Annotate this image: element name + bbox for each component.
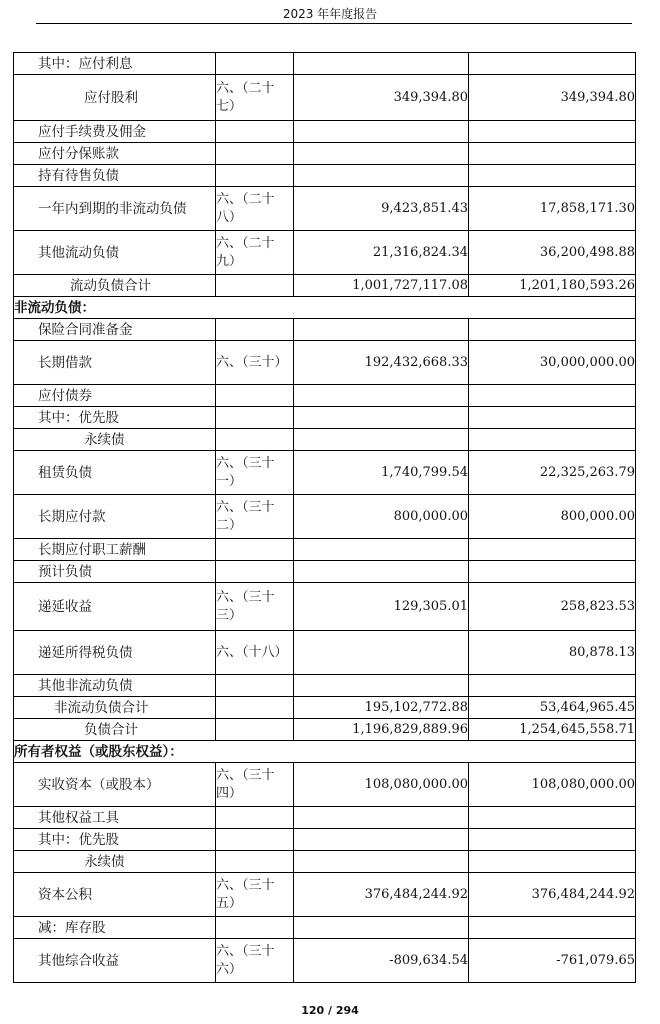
table-row xyxy=(14,697,636,719)
note-ref-cell: 六、（三十四） xyxy=(216,763,294,807)
note-ref-cell: 六、（二十七） xyxy=(216,75,294,121)
note-ref-cell xyxy=(216,429,294,451)
current-period-value: 1,740,799.54 xyxy=(294,451,469,495)
item-name-cell: 应付债券 xyxy=(14,385,216,407)
item-name-cell: 实收资本（或股本） xyxy=(14,763,216,807)
table-row xyxy=(14,165,636,187)
prior-period-value xyxy=(469,319,636,341)
note-ref-cell xyxy=(216,121,294,143)
prior-period-value xyxy=(469,851,636,873)
prior-period-value xyxy=(469,429,636,451)
item-name-cell: 减：库存股 xyxy=(14,917,216,939)
current-period-value: 9,423,851.43 xyxy=(294,187,469,231)
item-name-cell: 长期借款 xyxy=(14,341,216,385)
note-ref-cell xyxy=(216,165,294,187)
table-row xyxy=(14,187,636,231)
table-row xyxy=(14,829,636,851)
prior-period-value xyxy=(469,561,636,583)
current-period-value xyxy=(294,319,469,341)
item-name-cell: 其他权益工具 xyxy=(14,807,216,829)
item-name-cell: 一年内到期的非流动负债 xyxy=(14,187,216,231)
item-name-cell: 应付股利 xyxy=(14,75,216,121)
current-period-value xyxy=(294,385,469,407)
note-ref-cell xyxy=(216,319,294,341)
item-name-cell: 应付分保账款 xyxy=(14,143,216,165)
table-row xyxy=(14,939,636,983)
prior-period-value xyxy=(469,807,636,829)
table-row xyxy=(14,429,636,451)
table-row xyxy=(14,631,636,675)
note-ref-cell xyxy=(216,539,294,561)
item-name-cell: 递延收益 xyxy=(14,583,216,631)
note-ref-cell xyxy=(216,143,294,165)
prior-period-value: -761,079.65 xyxy=(469,939,636,983)
current-period-value: 129,305.01 xyxy=(294,583,469,631)
table-row xyxy=(14,561,636,583)
item-name-cell: 其他非流动负债 xyxy=(14,675,216,697)
item-name-cell: 其中：优先股 xyxy=(14,407,216,429)
current-period-value: 108,080,000.00 xyxy=(294,763,469,807)
item-name-cell: 其中：应付利息 xyxy=(14,53,216,75)
item-name-cell: 资本公积 xyxy=(14,873,216,917)
section-row xyxy=(14,741,636,763)
prior-period-value xyxy=(469,917,636,939)
balance-sheet-table xyxy=(13,52,636,983)
table-row xyxy=(14,719,636,741)
table-row xyxy=(14,231,636,275)
table-row xyxy=(14,917,636,939)
current-period-value: 800,000.00 xyxy=(294,495,469,539)
current-period-value xyxy=(294,631,469,675)
item-name-cell: 永续债 xyxy=(14,429,216,451)
prior-period-value xyxy=(469,675,636,697)
prior-period-value: 258,823.53 xyxy=(469,583,636,631)
current-period-value xyxy=(294,807,469,829)
note-ref-cell xyxy=(216,53,294,75)
note-ref-cell xyxy=(216,851,294,873)
item-name-cell: 租赁负债 xyxy=(14,451,216,495)
note-ref-cell xyxy=(216,917,294,939)
section-heading: 所有者权益（或股东权益）： xyxy=(14,741,636,763)
item-name-cell: 递延所得税负债 xyxy=(14,631,216,675)
table-row xyxy=(14,385,636,407)
item-name-cell: 其他综合收益 xyxy=(14,939,216,983)
current-period-value: 1,001,727,117.08 xyxy=(294,275,469,297)
table-row xyxy=(14,143,636,165)
table-row xyxy=(14,873,636,917)
current-period-value xyxy=(294,561,469,583)
note-ref-cell xyxy=(216,385,294,407)
note-ref-cell: 六、（二十八） xyxy=(216,187,294,231)
table-row xyxy=(14,75,636,121)
page-number: 120 / 294 xyxy=(301,1004,359,1017)
prior-period-value xyxy=(469,407,636,429)
current-period-value xyxy=(294,429,469,451)
current-period-value xyxy=(294,165,469,187)
prior-period-value: 108,080,000.00 xyxy=(469,763,636,807)
note-ref-cell: 六、（三十） xyxy=(216,341,294,385)
prior-period-value: 22,325,263.79 xyxy=(469,451,636,495)
current-period-value xyxy=(294,829,469,851)
prior-period-value xyxy=(469,143,636,165)
current-period-value: 349,394.80 xyxy=(294,75,469,121)
prior-period-value xyxy=(469,121,636,143)
current-period-value: -809,634.54 xyxy=(294,939,469,983)
current-period-value: 376,484,244.92 xyxy=(294,873,469,917)
item-name-cell: 非流动负债合计 xyxy=(14,697,216,719)
current-period-value: 192,432,668.33 xyxy=(294,341,469,385)
current-period-value xyxy=(294,539,469,561)
prior-period-value: 17,858,171.30 xyxy=(469,187,636,231)
note-ref-cell: 六、（三十二） xyxy=(216,495,294,539)
note-ref-cell: 六、（三十六） xyxy=(216,939,294,983)
table-row xyxy=(14,539,636,561)
prior-period-value: 36,200,498.88 xyxy=(469,231,636,275)
note-ref-cell xyxy=(216,719,294,741)
prior-period-value: 30,000,000.00 xyxy=(469,341,636,385)
prior-period-value: 53,464,965.45 xyxy=(469,697,636,719)
item-name-cell: 其他流动负债 xyxy=(14,231,216,275)
note-ref-cell xyxy=(216,275,294,297)
table-row xyxy=(14,121,636,143)
note-ref-cell: 六、（三十三） xyxy=(216,583,294,631)
table-row xyxy=(14,451,636,495)
note-ref-cell xyxy=(216,675,294,697)
prior-period-value: 80,878.13 xyxy=(469,631,636,675)
page-header: 2023 年年度报告 xyxy=(282,7,378,21)
table-row xyxy=(14,583,636,631)
prior-period-value: 376,484,244.92 xyxy=(469,873,636,917)
item-name-cell: 预计负债 xyxy=(14,561,216,583)
prior-period-value xyxy=(469,539,636,561)
current-period-value xyxy=(294,675,469,697)
note-ref-cell xyxy=(216,807,294,829)
item-name-cell: 保险合同准备金 xyxy=(14,319,216,341)
prior-period-value xyxy=(469,53,636,75)
prior-period-value: 1,254,645,558.71 xyxy=(469,719,636,741)
prior-period-value xyxy=(469,385,636,407)
current-period-value xyxy=(294,53,469,75)
section-row xyxy=(14,297,636,319)
item-name-cell: 持有待售负债 xyxy=(14,165,216,187)
prior-period-value: 349,394.80 xyxy=(469,75,636,121)
note-ref-cell xyxy=(216,697,294,719)
table-row xyxy=(14,275,636,297)
header-divider xyxy=(36,23,632,24)
table-row xyxy=(14,807,636,829)
note-ref-cell xyxy=(216,407,294,429)
note-ref-cell: 六、（二十九） xyxy=(216,231,294,275)
item-name-cell: 流动负债合计 xyxy=(14,275,216,297)
table-row xyxy=(14,407,636,429)
item-name-cell: 应付手续费及佣金 xyxy=(14,121,216,143)
prior-period-value: 1,201,180,593.26 xyxy=(469,275,636,297)
prior-period-value xyxy=(469,165,636,187)
item-name-cell: 长期应付款 xyxy=(14,495,216,539)
note-ref-cell: 六、（三十一） xyxy=(216,451,294,495)
note-ref-cell xyxy=(216,829,294,851)
item-name-cell: 负债合计 xyxy=(14,719,216,741)
item-name-cell: 其中：优先股 xyxy=(14,829,216,851)
current-period-value xyxy=(294,407,469,429)
table-body xyxy=(14,53,636,983)
table-row xyxy=(14,319,636,341)
current-period-value: 195,102,772.88 xyxy=(294,697,469,719)
note-ref-cell: 六、（三十五） xyxy=(216,873,294,917)
table-row xyxy=(14,53,636,75)
table-row xyxy=(14,495,636,539)
current-period-value xyxy=(294,851,469,873)
current-period-value: 1,196,829,889.96 xyxy=(294,719,469,741)
current-period-value xyxy=(294,917,469,939)
current-period-value xyxy=(294,143,469,165)
table-row xyxy=(14,851,636,873)
item-name-cell: 长期应付职工薪酬 xyxy=(14,539,216,561)
table-row xyxy=(14,341,636,385)
current-period-value xyxy=(294,121,469,143)
item-name-cell: 永续债 xyxy=(14,851,216,873)
note-ref-cell xyxy=(216,561,294,583)
section-heading: 非流动负债： xyxy=(14,297,636,319)
table-row xyxy=(14,763,636,807)
prior-period-value: 800,000.00 xyxy=(469,495,636,539)
note-ref-cell: 六、（十八） xyxy=(216,631,294,675)
prior-period-value xyxy=(469,829,636,851)
current-period-value: 21,316,824.34 xyxy=(294,231,469,275)
table-row xyxy=(14,675,636,697)
